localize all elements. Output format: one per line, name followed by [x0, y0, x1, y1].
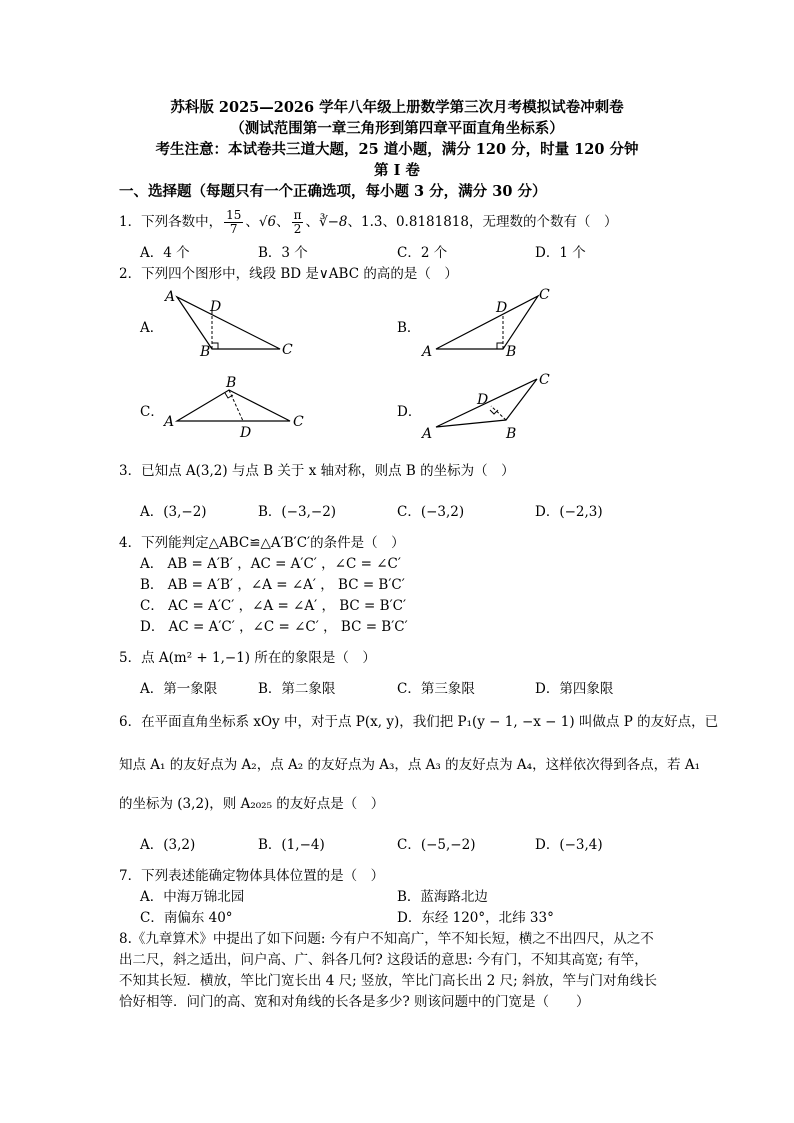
q7-option-d: D．东经 120°，北纬 33°: [397, 910, 554, 926]
question-6-line-2: 知点 A₁ 的友好点为 A₂，点 A₂ 的友好点为 A₃，点 A₃ 的友好点为 A₄，这样依次得到各点，若 A₁: [119, 757, 701, 773]
q4-option-a: A． AB = A′B′ ，AC = A′C′ ，∠C = ∠C′: [140, 556, 401, 572]
fig-c-point-c: C: [293, 414, 304, 430]
fig-b-point-b: B: [506, 344, 517, 360]
q2-option-b-label: B．: [397, 320, 421, 336]
sqrt-6: √6: [258, 214, 277, 230]
question-2: 2．下列四个图形中，线段 BD 是∨ABC 的高的是（ ）: [119, 266, 458, 282]
fig-a-point-d: D: [210, 299, 222, 315]
question-8-line-4: 恰好相等．问门的高、宽和对角线的长各是多少? 则该问题中的门宽是（ ）: [119, 994, 590, 1010]
fig-b-point-c: C: [539, 287, 550, 303]
q5-option-b: B．第二象限: [258, 681, 336, 697]
q3-option-a: A．(3,−2): [140, 504, 207, 520]
q4-option-d: D． AC = A′C′ ，∠C = ∠C′ ， BC = B′C′: [140, 619, 408, 635]
q6-option-a: A．(3,2): [140, 837, 196, 853]
question-1: 1．下列各数中， $\frac{15}{7}$ 、√6、 $\frac{\pi}{2}$ 、∛−8、1.3̇、0.8181818，无理数的个数有（ ）: [119, 208, 618, 236]
q1-option-d: D．1 个: [535, 245, 586, 261]
question-8-line-2: 出二尺，斜之适出，问户高、广、斜各几何? 这段话的意思: 今有门，不知其高宽; 有竿，: [119, 952, 648, 968]
q1-option-c: C．2 个: [397, 245, 448, 261]
figure-a: [163, 289, 293, 360]
exam-notice: 考生注意：本试卷共三道大题，25 道小题，满分 120 分，时量 120 分钟: [155, 141, 639, 158]
figure-d: [420, 372, 550, 442]
q3-option-d: D．(−2,3): [535, 504, 603, 520]
q6-option-c: C．(−5,−2): [397, 837, 476, 853]
q2-option-c-label: C．: [140, 404, 164, 420]
question-3: 3．已知点 A(3,2) 与点 B 关于 x 轴对称，则点 B 的坐标为（ ）: [119, 463, 515, 479]
q1-prefix: 1．下列各数中，: [119, 214, 223, 230]
q5-option-a: A．第一象限: [140, 681, 218, 697]
fraction-15-7: $\frac{15}{7}$: [226, 208, 242, 236]
fig-a-point-c: C: [282, 342, 293, 358]
figure-c: [162, 375, 304, 441]
section-heading: 一、选择题（每题只有一个正确选项，每小题 3 分，满分 30 分）: [119, 183, 547, 200]
fig-c-point-a: A: [164, 414, 175, 430]
fig-b-point-d: D: [496, 300, 508, 316]
cube-root: ∛−8: [318, 214, 348, 230]
question-8-line-1: 8.《九章算术》中提出了如下问题: 今有户不知高广，竿不知长短，横之不出四尺，从之不: [119, 931, 654, 947]
q3-option-b: B．(−3,−2): [258, 504, 337, 520]
question-7: 7．下列表述能确定物体具体位置的是（ ）: [119, 868, 385, 884]
q2-option-a-label: A．: [140, 320, 164, 336]
fig-a-point-b: B: [200, 344, 211, 360]
q4-option-c: C． AC = A′C′ ，∠A = ∠A′ ， BC = B′C′: [140, 598, 407, 614]
figure-b: [420, 287, 550, 360]
q7-option-a: A．中海万锦北园: [140, 889, 245, 905]
volume-label: 第 I 卷: [374, 162, 420, 179]
q6-option-d: D．(−3,4): [535, 837, 603, 853]
question-5: 5．点 A(m² + 1,−1) 所在的象限是（ ）: [119, 650, 376, 666]
q5-option-d: D．第四象限: [535, 681, 614, 697]
q1-option-a: A．4 个: [140, 245, 190, 261]
exam-scope: （测试范围第一章三角形到第四章平面直角坐标系）: [230, 120, 564, 137]
q5-option-c: C．第三象限: [397, 681, 475, 697]
question-6-line-1: 6．在平面直角坐标系 xOy 中，对于点 P(x, y)，我们把 P₁(y − 1, −x − 1) 叫做点 P 的友好点，已: [119, 714, 719, 730]
question-8-line-3: 不知其长短．横放，竿比门宽长出 4 尺; 竖放，竿比门高长出 2 尺; 斜放，竿与门对角线长: [119, 973, 658, 989]
q2-option-d-label: D．: [397, 404, 422, 420]
q4-option-b: B． AB = A′B′ ，∠A = ∠A′ ， BC = B′C′: [140, 577, 405, 593]
q6-option-b: B．(1,−4): [258, 837, 325, 853]
q3-option-c: C．(−3,2): [397, 504, 465, 520]
fig-c-point-b: B: [226, 375, 237, 391]
repeating-decimal: 1.3̇: [360, 214, 383, 230]
q7-option-c: C．南偏东 40°: [140, 910, 233, 926]
fig-c-point-d: D: [240, 425, 252, 441]
fig-a-point-a: A: [165, 289, 176, 305]
exam-title: 苏科版 2025—2026 学年八年级上册数学第三次月考模拟试卷冲刺卷: [170, 99, 624, 116]
q1-option-b: B．3 个: [258, 245, 308, 261]
fig-d-point-d: D: [477, 392, 489, 408]
question-6-line-3: 的坐标为 (3,2)，则 A₂₀₂₅ 的友好点是（ ）: [119, 796, 385, 812]
fig-b-point-a: A: [422, 344, 433, 360]
fraction-pi-2: $\frac{\pi}{2}$: [293, 208, 302, 236]
fig-d-point-c: C: [539, 372, 550, 388]
q7-option-b: B．蓝海路北边: [397, 889, 488, 905]
fig-d-point-a: A: [422, 426, 433, 442]
question-4: 4．下列能判定△ABC≌△A′B′C′的条件是（ ）: [119, 535, 405, 551]
fig-d-point-b: B: [506, 426, 517, 442]
